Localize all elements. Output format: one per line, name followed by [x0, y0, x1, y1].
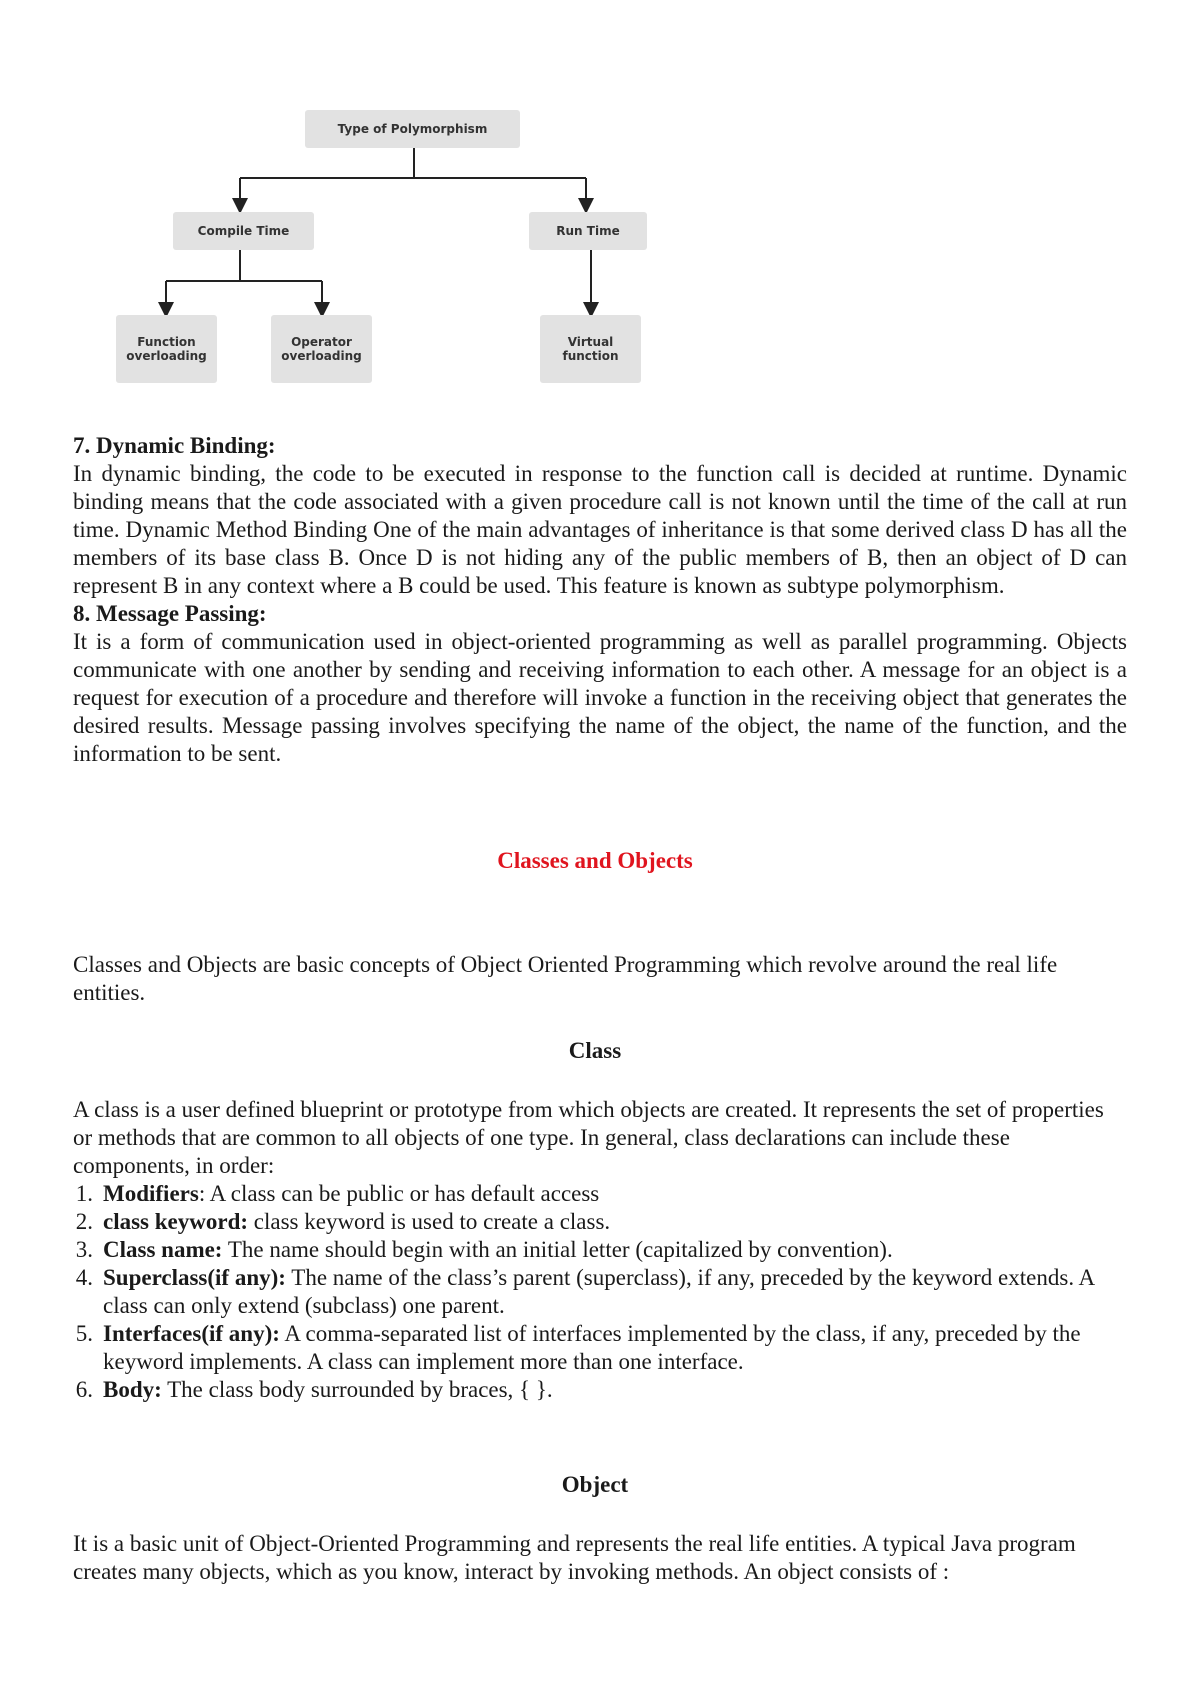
list-number: 2. — [75, 1209, 93, 1234]
list-number: 1. — [75, 1181, 93, 1206]
node-run-time — [529, 212, 647, 250]
node-label: overloading — [126, 349, 207, 363]
list-number: 4. — [75, 1265, 93, 1290]
list-text: : A class can be public or has default access — [198, 1181, 600, 1206]
node-type-of-polymorphism — [305, 110, 520, 148]
object-title: Object — [561, 1472, 629, 1497]
node-operator-overloading — [271, 315, 372, 383]
list-number: 5. — [75, 1321, 93, 1346]
node-virtual-function — [540, 315, 641, 383]
list-term: Body: — [103, 1377, 162, 1402]
node-label: Virtual — [567, 335, 614, 349]
dynamic-binding-heading: 7. Dynamic Binding: — [73, 433, 276, 458]
list-term: Interfaces(if any): — [103, 1321, 280, 1346]
list-item — [73, 1264, 1127, 1320]
list-text: The class body surrounded by braces, { }. — [161, 1377, 553, 1402]
dynamic-binding-body: In dynamic binding, the code to be executed in response to the function call is decided at runtime. Dynamic binding means that the code associated with a given procedure call is not known until the time of the call at run time. Dynamic Method Binding One of the main advantages of inheritance is that some derived class D has all the members of its base class B. Once D is not hiding any of the public members of B, then an object of D can represent B in any context where a B could be used. This feature is known as subtype polymorphism. — [73, 461, 1127, 598]
classes-and-objects-intro: Classes and Objects are basic concepts of Object Oriented Programming which revolve around the real life entities. — [73, 952, 1058, 1005]
node-label: function — [562, 349, 619, 363]
list-number: 6. — [75, 1377, 93, 1402]
list-item — [73, 1236, 1127, 1264]
list-text: class keyword is used to create a class. — [248, 1209, 611, 1234]
node-compile-time — [173, 212, 314, 250]
node-function-overloading — [116, 315, 217, 383]
list-item — [73, 1180, 1127, 1208]
node-label: Run Time — [556, 224, 620, 238]
node-label: Compile Time — [197, 224, 290, 238]
message-passing-heading: 8. Message Passing: — [73, 601, 267, 626]
list-text: The name should begin with an initial letter (capitalized by convention). — [222, 1237, 893, 1262]
message-passing-body: It is a form of communication used in object-oriented programming as well as parallel programming. Objects communicate with one another by sending and receiving information to each other. A message for an object is a request for execution of a procedure and therefore will invoke a function in the receiving object that generates the desired results. Message passing involves specifying the name of the object, the name of the function, and the information to be sent. — [73, 629, 1127, 766]
classes-and-objects-intro-block — [73, 951, 1127, 1007]
concepts-section — [73, 432, 1127, 768]
list-text: The name of the class’s parent (superclass), if any, preceded by the keyword extends. A class can only extend (subclass) one parent. — [103, 1265, 1094, 1318]
node-label: overloading — [281, 349, 362, 363]
list-item — [73, 1208, 1127, 1236]
polymorphism-diagram — [0, 0, 1190, 400]
class-section-block — [73, 1096, 1127, 1404]
classes-and-objects-title: Classes and Objects — [497, 848, 693, 873]
list-term: Superclass(if any): — [103, 1265, 286, 1290]
object-intro: It is a basic unit of Object-Oriented Programming and represents the real life entities. A typical Java program creates many objects, which as you know, interact by invoking methods. An object consists of : — [73, 1531, 1076, 1584]
class-title: Class — [568, 1038, 622, 1063]
object-section-block — [73, 1530, 1127, 1586]
node-label: Type of Polymorphism — [337, 122, 488, 136]
list-term: class keyword: — [103, 1209, 249, 1234]
list-item — [73, 1320, 1127, 1376]
node-label: Function — [137, 335, 196, 349]
class-intro: A class is a user defined blueprint or prototype from which objects are created. It represents the set of properties or methods that are common to all objects of one type. In general, class declarations can include these components, in order: — [73, 1097, 1104, 1178]
node-label: Operator — [291, 335, 352, 349]
list-item — [73, 1376, 1127, 1404]
list-term: Class name: — [103, 1237, 223, 1262]
list-term: Modifiers — [103, 1181, 199, 1206]
list-text: A comma-separated list of interfaces implemented by the class, if any, preceded by the keyword implements. A class can implement more than one interface. — [103, 1321, 1081, 1374]
class-components-list — [73, 1180, 1127, 1404]
list-number: 3. — [75, 1237, 93, 1262]
